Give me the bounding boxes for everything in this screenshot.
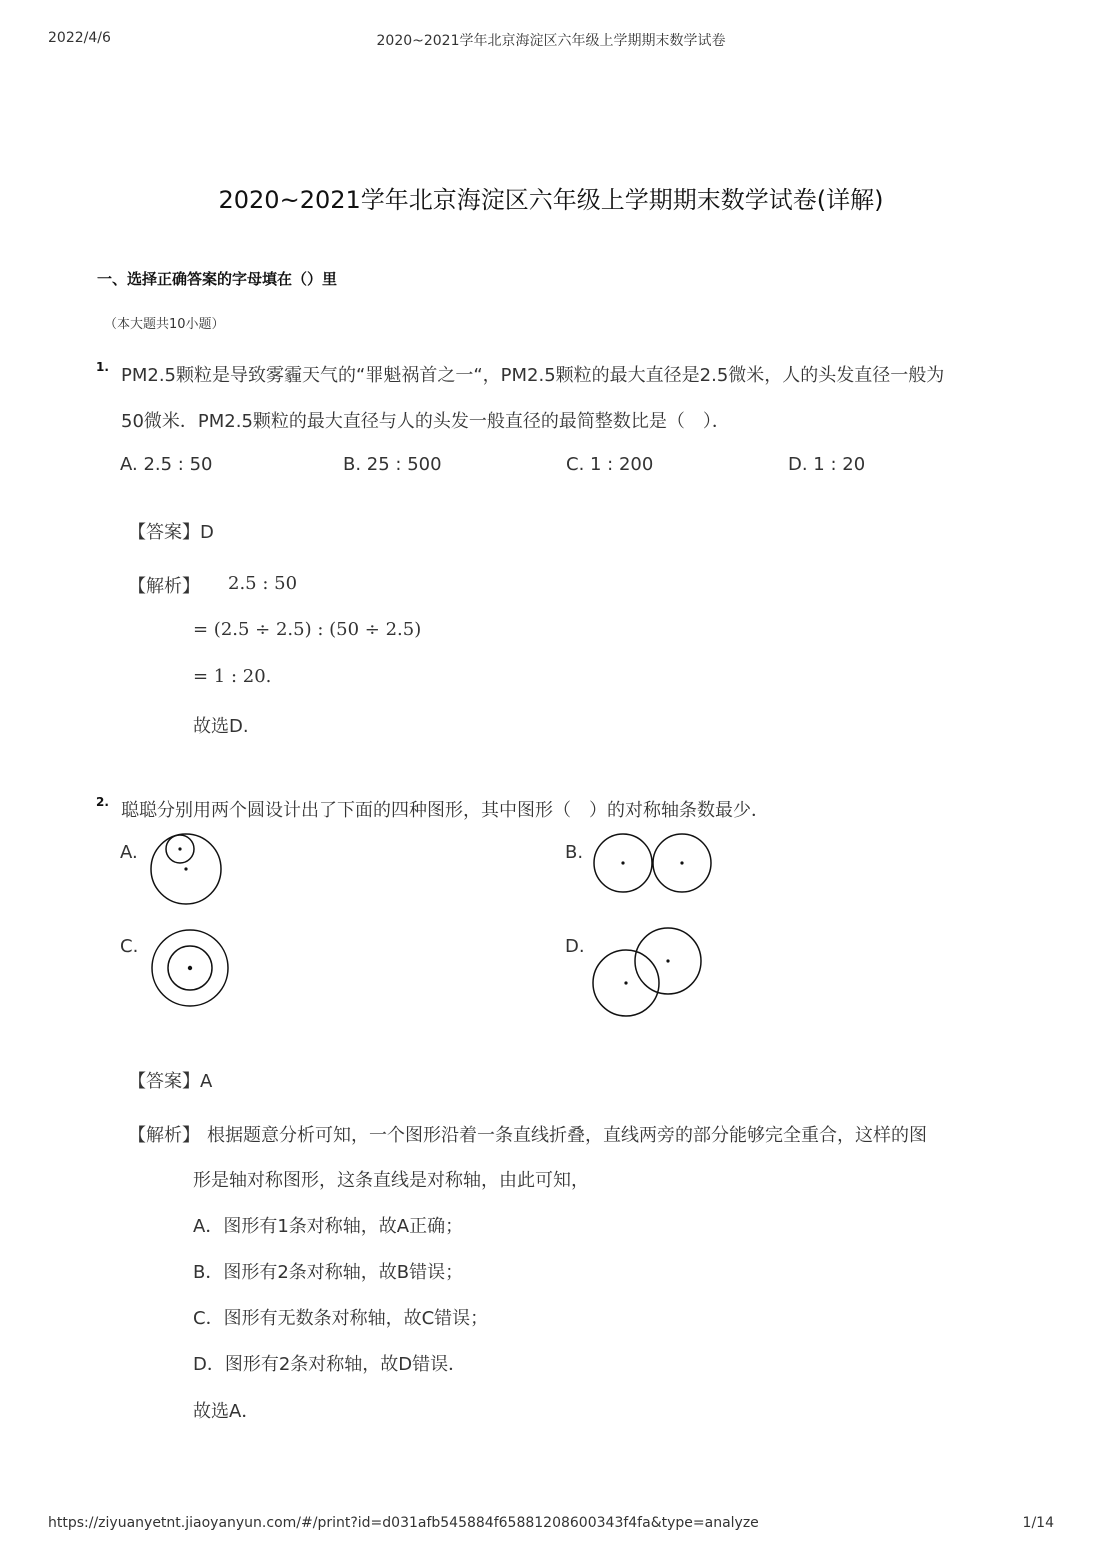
figure-c-center	[188, 966, 192, 970]
figure-d-upper-center	[666, 959, 669, 962]
q2-analysis-line-2: 形是轴对称图形，这条直线是对称轴，由此可知，	[193, 1170, 589, 1191]
q2-analysis-line-5: C．图形有无数条对称轴，故C错误；	[193, 1308, 489, 1329]
question-1-line-1: PM2.5颗粒是导致雾霾天气的“罪魁祸首之一“，PM2.5颗粒的最大直径是2.5微米，人的头发直径一般为	[121, 365, 945, 386]
question-2-line-1: 聪聪分别用两个圆设计出了下面的四种图形，其中图形（ ）的对称轴条数最少．	[121, 800, 769, 821]
figure-a-small-center	[178, 847, 181, 850]
q2-analysis-line-6: D．图形有2条对称轴，故D错误．	[193, 1354, 467, 1375]
q2-analysis-line-1: 根据题意分析可知，一个图形沿着一条直线折叠，直线两旁的部分能够完全重合，这样的图	[207, 1125, 927, 1146]
q1-option-a: A. 2.5 : 50	[120, 454, 213, 475]
print-date: 2022/4/6	[48, 30, 111, 46]
q2-figure-label-d: D.	[565, 936, 585, 957]
q2-figure-label-b: B.	[565, 842, 584, 863]
q2-figure-a-circles	[145, 828, 230, 913]
question-number-2: 2.	[96, 795, 109, 809]
page-title: 2020~2021学年北京海淀区六年级上学期期末数学试卷(详解)	[218, 186, 884, 214]
question-1-line-2: 50微米．PM2.5颗粒的最大直径与人的头发一般直径的最简整数比是（ ）．	[121, 411, 730, 432]
figure-a-large-center	[184, 867, 187, 870]
q2-figure-b-circles	[590, 830, 715, 895]
figure-b-left-center	[621, 861, 624, 864]
print-url: https://ziyuanyetnt.jiaoyanyun.com/#/print?id=d031afb545884f65881208600343f4fa&type=analyze	[48, 1515, 759, 1531]
q2-answer: 【答案】A	[128, 1071, 213, 1092]
q2-analysis-line-4: B．图形有2条对称轴，故B错误；	[193, 1262, 464, 1283]
q2-analysis-line-3: A．图形有1条对称轴，故A正确；	[193, 1216, 464, 1237]
q1-analysis-conclusion: 故选D.	[193, 716, 249, 737]
q1-analysis-step-2: = (2.5 ÷ 2.5) : (50 ÷ 2.5)	[193, 619, 422, 640]
q2-figure-c-circles	[148, 928, 233, 1013]
page-number: 1/14	[1022, 1515, 1054, 1531]
section-heading: 一、选择正确答案的字母填在（）里	[97, 270, 338, 288]
q2-figure-d-circles	[590, 925, 705, 1020]
q2-analysis-label: 【解析】	[128, 1125, 200, 1146]
section-note: （本大题共10小题）	[104, 317, 225, 332]
q1-option-c: C. 1 : 200	[566, 454, 654, 475]
figure-b-right-center	[680, 861, 683, 864]
q1-answer: 【答案】D	[128, 522, 214, 543]
q1-option-b: B. 25 : 500	[343, 454, 442, 475]
q1-option-d: D. 1 : 20	[788, 454, 866, 475]
q2-figure-label-a: A.	[120, 842, 138, 863]
q2-figure-label-c: C.	[120, 936, 139, 957]
q1-analysis-step-1: 2.5 : 50	[228, 573, 298, 594]
figure-d-lower-center	[624, 981, 627, 984]
question-number-1: 1.	[96, 360, 109, 374]
q1-analysis-step-3: = 1 : 20.	[193, 666, 272, 687]
q2-analysis-conclusion: 故选A．	[193, 1401, 260, 1422]
print-header-title: 2020~2021学年北京海淀区六年级上学期期末数学试卷	[376, 33, 726, 49]
q1-analysis-label: 【解析】	[128, 576, 200, 597]
